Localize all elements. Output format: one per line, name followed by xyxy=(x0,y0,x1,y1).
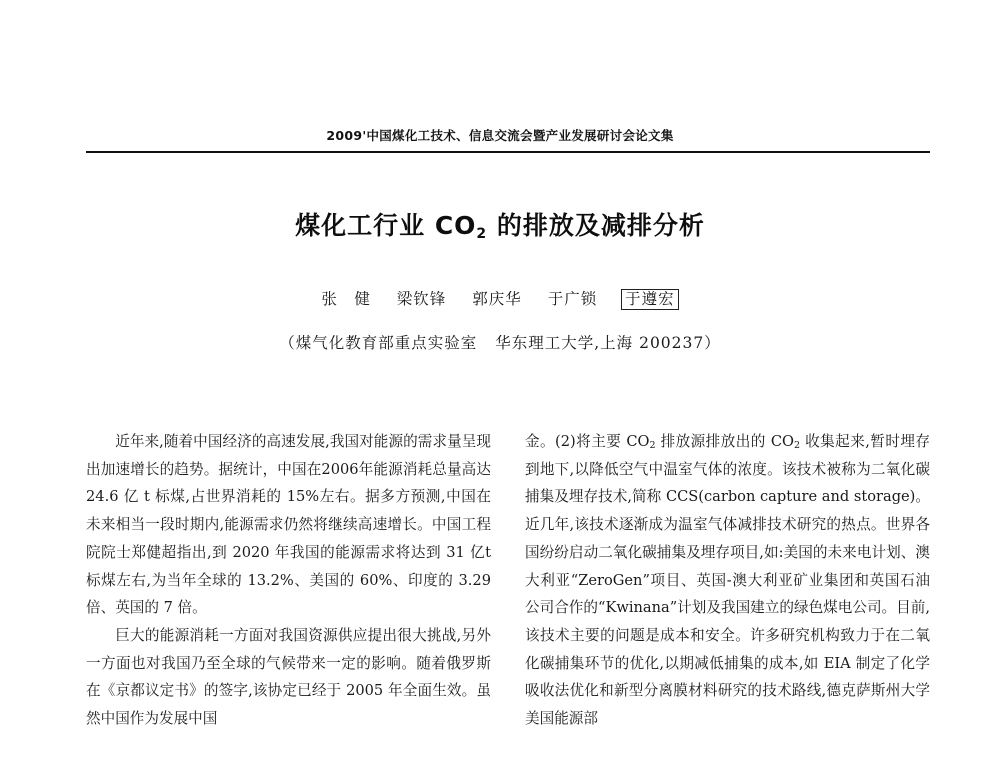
title-suffix: 的排放及减排分析 xyxy=(487,211,705,240)
body-column-right xyxy=(525,428,930,733)
text-run: 金。(2)将主要 CO xyxy=(525,433,650,450)
affiliation-university: 华东理工大学,上海 200237 xyxy=(495,334,705,352)
subscript: 2 xyxy=(794,440,801,451)
author-name: 张 健 xyxy=(321,290,371,308)
author-name: 郭庆华 xyxy=(472,290,522,308)
body-paragraph: 巨大的能源消耗一方面对我国资源供应提出很大挑战,另外一方面也对我国乃至全球的气候带来一定的影响。随着俄罗斯在《京都议定书》的签字,该协定已经于 2005 年全面生效。虽然中国作为发展中国 xyxy=(86,626,491,728)
body-paragraph xyxy=(525,428,930,733)
title-prefix: 煤化工行业 CO xyxy=(295,211,477,240)
paper-title xyxy=(0,206,1000,242)
header-rule xyxy=(86,151,930,153)
running-head: 2009'中国煤化工技术、信息交流会暨产业发展研讨会论文集 xyxy=(326,128,674,143)
author-name: 梁钦锋 xyxy=(396,290,447,308)
author-name-boxed: 于遵宏 xyxy=(621,289,679,310)
subscript: 2 xyxy=(649,440,656,451)
body-paragraph: 近年来,随着中国经济的高速发展,我国对能源的需求量呈现出加速增长的趋势。据统计，中国在2006年能源消耗总量高达 24.6 亿 t 标煤,占世界消耗的 15%左右。据多方预测,中国在未来相当一段时期内,能源需求仍然将继续高速增长。中国工程院院士郑健超指出,到 2020 年我国的能源需求将达到 31 亿t标煤左右,为当年全球的 13.2%、美国的 60%、印度的 3.29 倍、英国的 7 倍。 xyxy=(86,433,491,617)
body-column-left xyxy=(86,428,491,733)
author-name: 于广锁 xyxy=(547,290,598,308)
affiliation-open-paren: （ xyxy=(279,334,296,352)
affiliation-close-paren: ） xyxy=(704,334,721,352)
text-run: 排放源排放出的 CO xyxy=(655,433,794,450)
affiliation xyxy=(0,331,1000,353)
author-list xyxy=(0,287,1000,309)
affiliation-lab: 煤气化教育部重点实验室 xyxy=(295,334,478,352)
text-run: 收集起来,暂时埋存到地下,以降低空气中温室气体的浓度。该技术被称为二氧化碳捕集及埋存技术,简称 CCS(carbon capture and storage)。近几年,该技术逐渐成为温室气体减排技术研究的热点。世界各国纷纷启动二氧化碳捕集及埋存项目,如:美国的未来电计划、澳大利亚“ZeroGen”项目、英国-澳大利亚矿业集团和英国石油公司合作的“Kwinana”计划及我国建立的绿色煤电公司。目前,该技术主要的问题是成本和安全。许多研究机构致力于在二氧化碳捕集环节的优化,以期减低捕集的成本,如 EIA 制定了化学吸收法优化和新型分离膜材料研究的技术路线,德克萨斯州大学美国能源部 xyxy=(525,433,930,728)
title-subscript: 2 xyxy=(476,226,488,242)
